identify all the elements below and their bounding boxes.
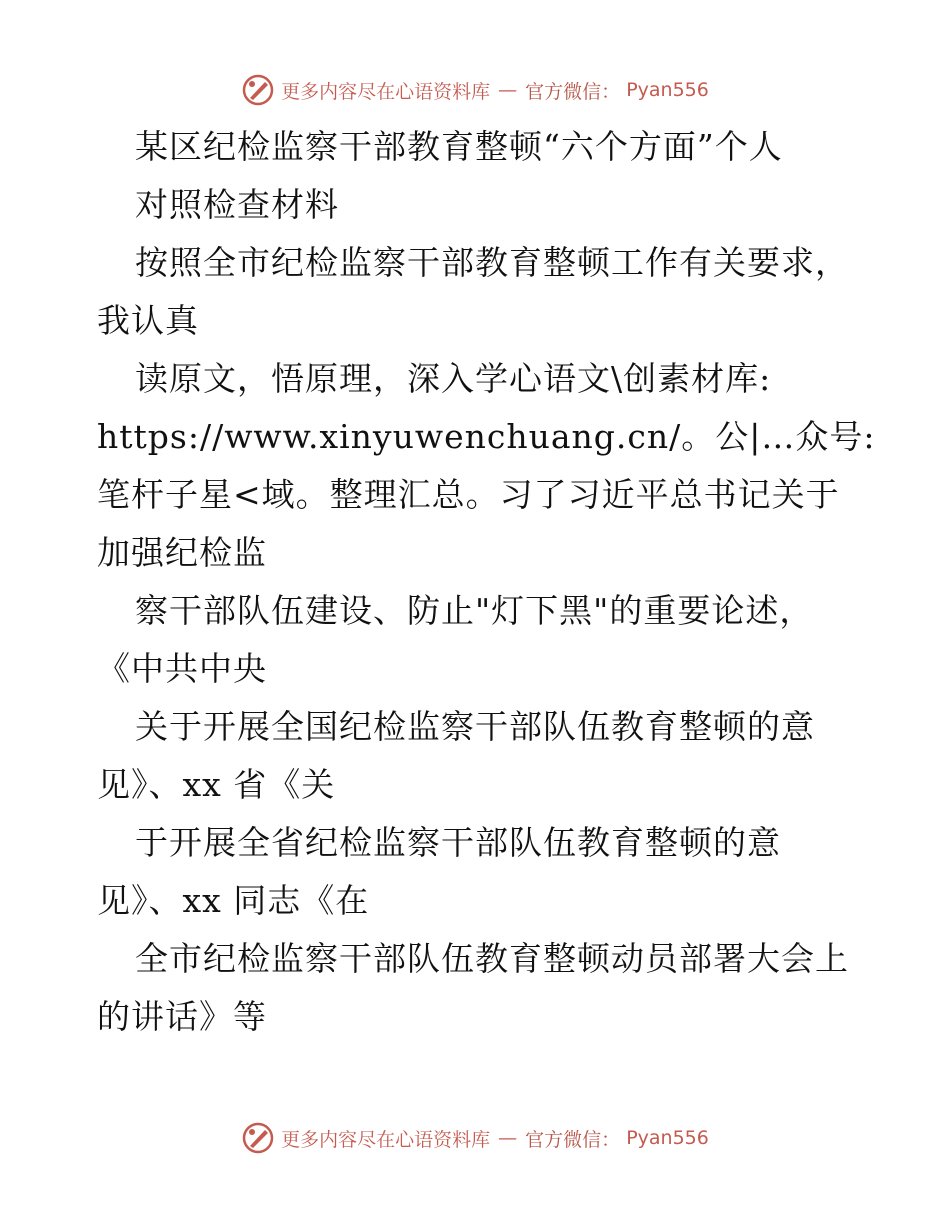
paragraph-line: 于开展全省纪检监察干部队伍教育整顿的意 [135,823,781,862]
paragraph-line: 按照全市纪检监察干部教育整顿工作有关要求， [135,243,849,282]
paragraph-line: 见》、xx 同志《在 [97,881,370,920]
paragraph-line: 我认真 [97,301,199,340]
title-line-2: 对照检查材料 [135,185,339,224]
paragraph-line: 关于开展全国纪检监察干部队伍教育整顿的意 [135,707,815,746]
separator-dash: — [498,79,518,101]
paragraph-line: 的讲话》等 [97,997,267,1036]
wechat-label: 官方微信： [525,80,621,103]
separator-dash: — [498,1127,518,1149]
title-line-1: 某区纪检监察干部教育整顿“六个方面”个人 [135,127,783,166]
header-watermark-banner [0,70,950,110]
paragraph-line: https://www.xinyuwenchuang.cn/。公|…众号: [97,417,876,456]
quill-logo-icon [241,73,275,107]
paragraph-line: 察干部队伍建设、防止"灯下黑"的重要论述， [135,591,814,630]
footer-watermark-banner [0,1118,950,1158]
paragraph-line: 全市纪检监察干部队伍教育整顿动员部署大会上 [135,939,849,978]
paragraph-line: 笔杆子星<域。整理汇总。习了习近平总书记关于 [97,475,840,514]
paragraph-line: 读原文，悟原理，深入学心语文\创素材库: [135,359,772,398]
paragraph-line: 加强纪检监 [97,533,267,572]
wechat-label: 官方微信： [525,1128,621,1151]
quill-logo-icon [241,1121,275,1155]
paragraph-line: 见》、xx 省《关 [97,765,336,804]
document-body [97,118,887,1046]
paragraph-line: 《中共中央 [97,649,267,688]
site-name: 更多内容尽在心语资料库 [281,80,491,103]
wechat-id: Pyan556 [626,79,709,101]
site-name: 更多内容尽在心语资料库 [281,1128,491,1151]
wechat-id: Pyan556 [626,1127,709,1149]
